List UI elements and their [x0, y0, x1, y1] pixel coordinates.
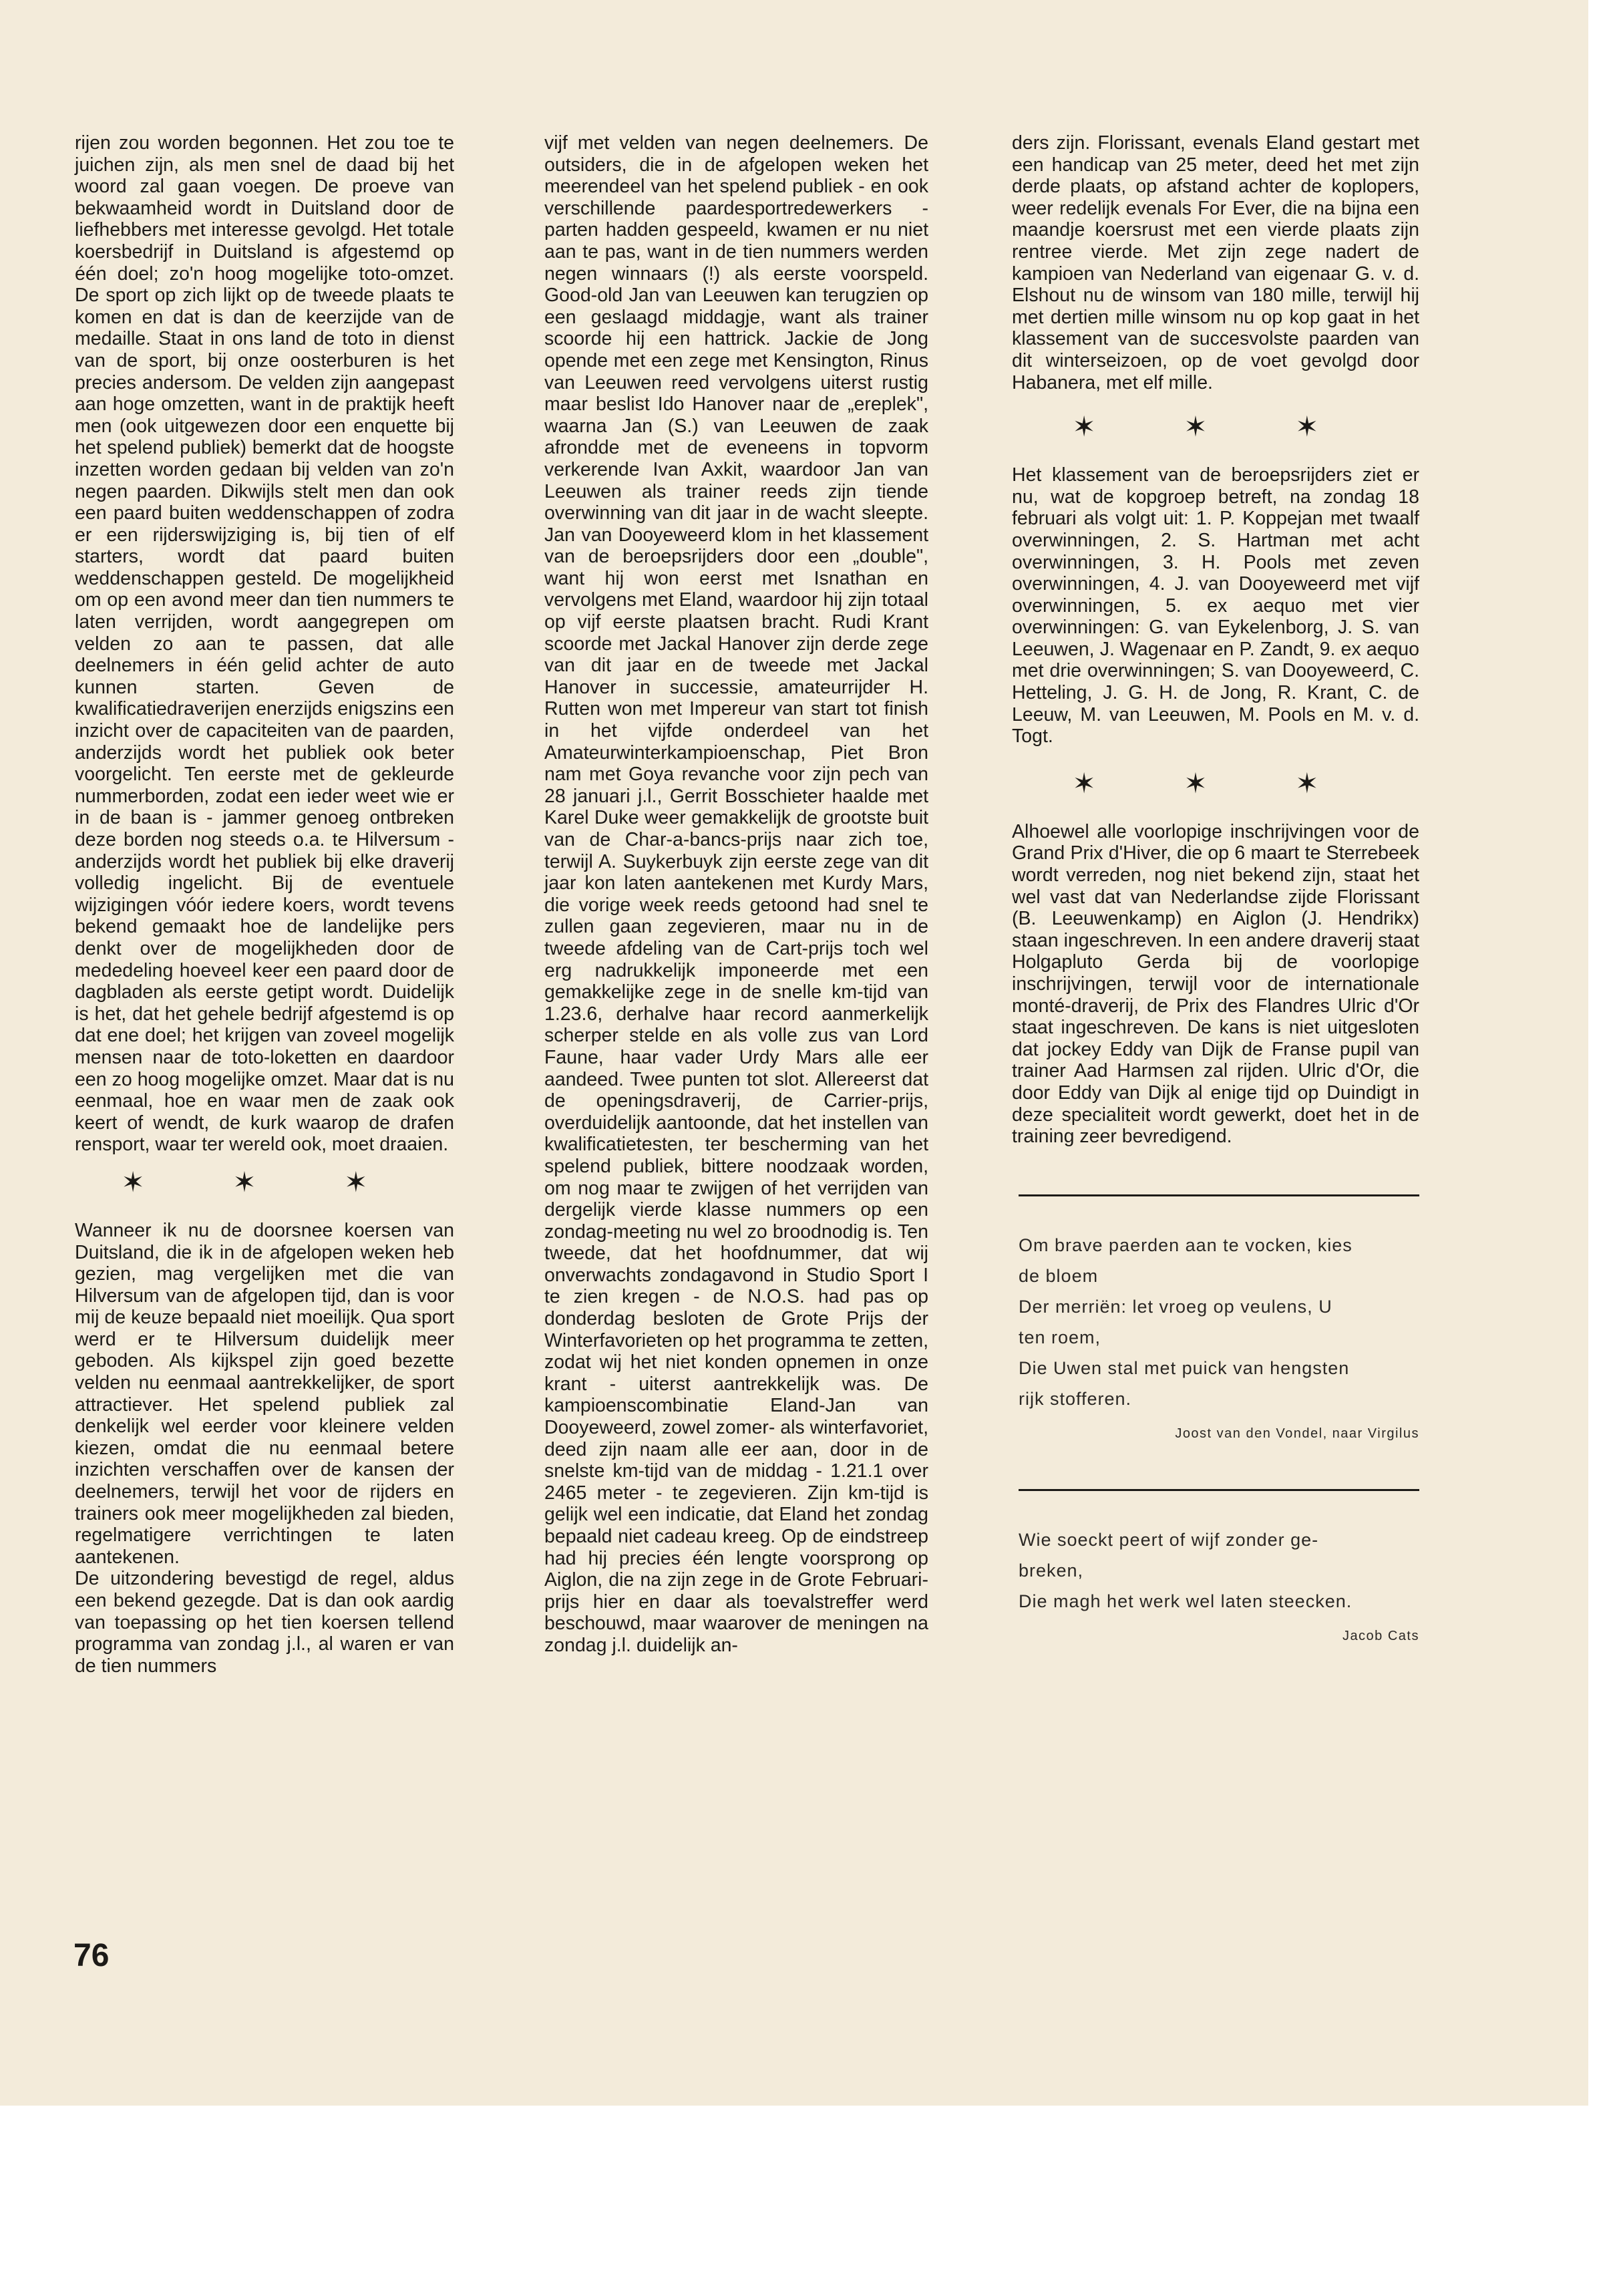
article-column-1	[75, 132, 454, 1677]
quote-line: ten roem,	[1019, 1327, 1101, 1347]
quote-line: Der merriën: let vroeg op veulens, U	[1019, 1296, 1332, 1317]
quote-line: Om brave paerden aan te vocken, kies	[1019, 1235, 1353, 1255]
article-column-2	[544, 132, 928, 1657]
quote-author: Jacob Cats	[1342, 1628, 1419, 1643]
quote-line: de bloem	[1019, 1265, 1099, 1286]
quote-line: Die Uwen stal met puick van hengsten	[1019, 1357, 1350, 1378]
article-paragraph: Het klassement van de beroepsrijders ziet er nu, wat de kopgroep betreft, na zondag 18 februari als volgt uit: 1. P. Koppejan met twaalf overwinningen, 2. S. Hartman met acht overwinningen, 3. H. Pools met zeven overwinningen, 4. J. van Dooyeweerd met vijf overwinningen, 5. ex aequo met vier overwinningen: G. van Eykelenborg, J. S. van Leeuwen, J. Wagenaar en P. Zandt, 9. ex aequo met drie overwinningen; S. van Dooyeweerd, C. Hetteling, J. G. H. de Jong, R. Krant, C. de Leeuw, M. van Leeuwen, M. Pools en M. v. d. Togt.	[1012, 464, 1419, 748]
quote-cats	[1019, 1524, 1419, 1651]
article-paragraph: Wanneer ik nu de doorsnee koersen van Duitsland, die ik in de afgelopen weken heb gezien, mag vergelijken met die van Hilversum van de afgelopen tijd, dan is voor mij de keuze bepaald niet moeilijk. Qua sport werd er te Hilversum duidelijk meer geboden. Als kijkspel zijn goed bezette velden nu eenmaal aantrekkelijker, de sport attractiever. Het spelend publiek zal denkelijk wel eerder voor kleinere velden kiezen, omdat die nu eenmaal betere inzichten verschaffen over de kansen der deelnemers, terwijl het voor de rijders en trainers ook meer mogelijkheden zal bieden, regelmatigere verrichtingen te laten aantekenen.	[75, 1219, 454, 1568]
article-paragraph: De uitzondering bevestigd de regel, aldus een bekend gezegde. Dat is dan ook aardig van toepassing op het tien koersen tellend programma van zondag j.l., al waren er van de tien nummers	[75, 1568, 454, 1677]
article-column-3	[1012, 132, 1419, 1651]
quote-rule-middle	[1019, 1489, 1419, 1491]
quote-vondel	[1019, 1230, 1419, 1449]
quote-author: Joost van den Vondel, naar Virgilus	[1175, 1426, 1419, 1441]
section-divider-stars: ✶ ✶ ✶	[1072, 411, 1359, 443]
article-paragraph: vijf met velden van negen deelnemers. De outsiders, die in de afgelopen weken het meerendeel van het spelend publiek - en ook verschillende paardesportredewerkers - parten hadden gespeeld, kwamen er nu niet aan te pas, want in de tien nummers werden negen winnaars (!) als eerste voorspeld. Good-old Jan van Leeuwen kan terugzien op een geslaagd middagje, want als trainer scoorde hij een hattrick. Jackie de Jong opende met een zege met Kensington, Rinus van Leeuwen reed vervolgens uiterst rustig maar beslist Ido Hanover naar de „ereplek", waarna Jan (S.) van Leeuwen de zaak afrondde met de eveneens in topvorm verkerende Ivan Axkit, waardoor Jan van Leeuwen als trainer reeds zijn tiende overwinning van dit jaar in de wacht sleepte. Jan van Dooyeweerd klom in het klassement van de beroepsrijders door een „double", want hij won eerst met Isnathan en vervolgens met Eland, waardoor hij zijn totaal op vijf eerste plaatsen bracht. Rudi Krant scoorde met Jackal Hanover zijn derde zege van dit jaar en de tweede met Jackal Hanover in successie, amateurrijder H. Rutten won met Impereur van start tot finish in het vijfde onderdeel van het Amateurwinterkampioenschap, Piet Bron nam met Goya revanche voor zijn pech van 28 januari j.l., Gerrit Bosschieter haalde met Karel Duke weer gemakkelijk de grootste buit van de Char-a-bancs-prijs naar zich toe, terwijl A. Suykerbuyk zijn eerste zege van dit jaar kon laten aantekenen met Kurdy Mars, die vorige week reeds getoond had snel te zullen gaan zegevieren, maar nu in de tweede afdeling van de Cart-prijs toch wel erg nadrukkelijk imponeerde met een gemakkelijke zege in de snelle km-tijd van 1.23.6, derhalve haar record aanmerkelijk scherper stelde en als volle zus van Lord Faune, haar vader Urdy Mars alle eer aandeed. Twee punten tot slot. Allereerst dat de openingsdraverij, de Carrier-prijs, overduidelijk aantoonde, dat het instellen van kwalificatietesten, ter bescherming van het spelend publiek, bittere noodzaak worden, om nog maar te zwijgen of het verrijden van dergelijk vierde klasse nummers op een zondag-meeting nu wel zo broodnodig is. Ten tweede, dat het hoofdnummer, dat wij onverwachts zondagavond in Studio Sport I te zien kregen - de N.O.S. had pas op donderdag besloten de Grote Prijs der Winterfavorieten op het programma te zetten, zodat wij het niet konden opnemen in onze krant - uiterst aantrekkelijk was. De kampioenscombinatie Eland-Jan van Dooyeweerd, zowel zomer- als winterfavoriet, deed zijn naam alle eer aan, door in de snelste km-tijd van de middag - 1.21.1 over 2465 meter - te zegevieren. Zijn km-tijd is gelijk wel een indicatie, dat Eland het zondag bepaald niet cadeau kreeg. Op de eindstreep had hij precies één lengte voorsprong op Aiglon, die na zijn zege in de Grote Februari-prijs hier en daar als toevalstreffer werd beschouwd, maar waarover de meningen na zondag j.l. duidelijk an-	[544, 132, 928, 1656]
quote-line: rijk stofferen.	[1019, 1388, 1132, 1409]
quote-line: Wie soeckt peert of wijf zonder ge-	[1019, 1529, 1319, 1550]
section-divider-stars: ✶ ✶ ✶	[121, 1166, 408, 1198]
article-paragraph: ders zijn. Florissant, evenals Eland gestart met een handicap van 25 meter, deed het met zijn derde plaats, op afstand achter de koplopers, weer redelijk evenals For Ever, die na bijna een maandje koersrust met een vierde plaats zijn rentree vierde. Met zijn zege nadert de kampioen van Nederland van eigenaar G. v. d. Elshout nu de winsom van 180 mille, terwijl hij met dertien mille winsom nu op kop gaat in het klassement van de succesvolste paarden van dit winterseizoen, op de voet gevolgd door Habanera, met elf mille.	[1012, 132, 1419, 393]
article-paragraph: Alhoewel alle voorlopige inschrijvingen voor de Grand Prix d'Hiver, die op 6 maart te Sterrebeek wordt verreden, nog niet bekend zijn, staat het wel vast dat van Nederlandse zijde Florissant (B. Leeuwenkamp) en Aiglon (J. Hendrikx) staan ingeschreven. In een andere draverij staat Holgapluto Gerda bij de voorlopige inschrijvingen, terwijl voor de internationale monté-draverij, de Prix des Flandres Ulric d'Or staat ingeschreven. De kans is niet uitgesloten dat jockey Eddy van Dijk de Franse pupil van trainer Aad Harmsen zal rijden. Ulric d'Or, die door Eddy van Dijk al enige tijd op Duindigt in deze specialiteit wordt gewerkt, doet het in de training zeer bevredigend.	[1012, 820, 1419, 1148]
quote-line: Die magh het werk wel laten steecken.	[1019, 1591, 1353, 1611]
section-divider-stars: ✶ ✶ ✶	[1072, 767, 1359, 799]
page-number: 76	[73, 1938, 110, 1973]
quote-line: breken,	[1019, 1560, 1084, 1581]
article-paragraph: rijen zou worden begonnen. Het zou toe te juichen zijn, als men snel de daad bij het woord zal gaan voegen. De proeve van bekwaamheid wordt in Duitsland door de liefhebbers met interesse gevolgd. Het totale koersbedrijf in Duitsland is afgestemd op één doel; zo'n hoog mogelijke toto-omzet. De sport op zich lijkt op de tweede plaats te komen en dat is dan de keerzijde van de medaille. Staat in ons land de toto in dienst van de sport, bij onze oosterburen is het precies andersom. De velden zijn aangepast aan hoge omzetten, want in de praktijk heeft men (ook uitgewezen door een enquette bij het spelend publiek) bemerkt dat de hoogste inzetten worden gedaan bij velden van zo'n negen paarden. Dikwijls stelt men dan ook een paard buiten weddenschappen of zodra er een rijderswijziging is, bij tien of elf starters, wordt dat paard buiten weddenschappen gesteld. De mogelijkheid om op een avond meer dan tien nummers te laten verrijden, wordt aangegrepen om velden zo aan te passen, dat alle deelnemers in één gelid achter de auto kunnen starten. Geven de kwalificatiedraverijen enerzijds enigszins een inzicht over de capaciteiten van de paarden, anderzijds wordt het publiek ook beter voorgelicht. Ten eerste met de gekleurde nummerborden, zodat een ieder weet wie er in de baan is - jammer genoeg ontbreken deze borden nog steeds o.a. te Hilversum - anderzijds wordt het publiek bij elke draverij volledig ingelicht. Bij de eventuele wijzigingen vóór iedere koers, wordt tevens bekend gemaakt hoe de landelijke pers denkt over de mogelijkheden door de mededeling hoeveel keer een paard door de dagbladen als eerste getipt wordt. Duidelijk is het, dat het gehele bedrijf afgestemd is op dat ene doel; het krijgen van zoveel mogelijk mensen naar de toto-loketten en daardoor een zo hoog mogelijke omzet. Maar dat is nu eenmaal, hoe en waar men de zaak ook keert of wendt, de kurk waarop de drafen rensport, waar ter wereld ook, moet draaien.	[75, 132, 454, 1156]
quote-rule-top	[1019, 1194, 1419, 1196]
